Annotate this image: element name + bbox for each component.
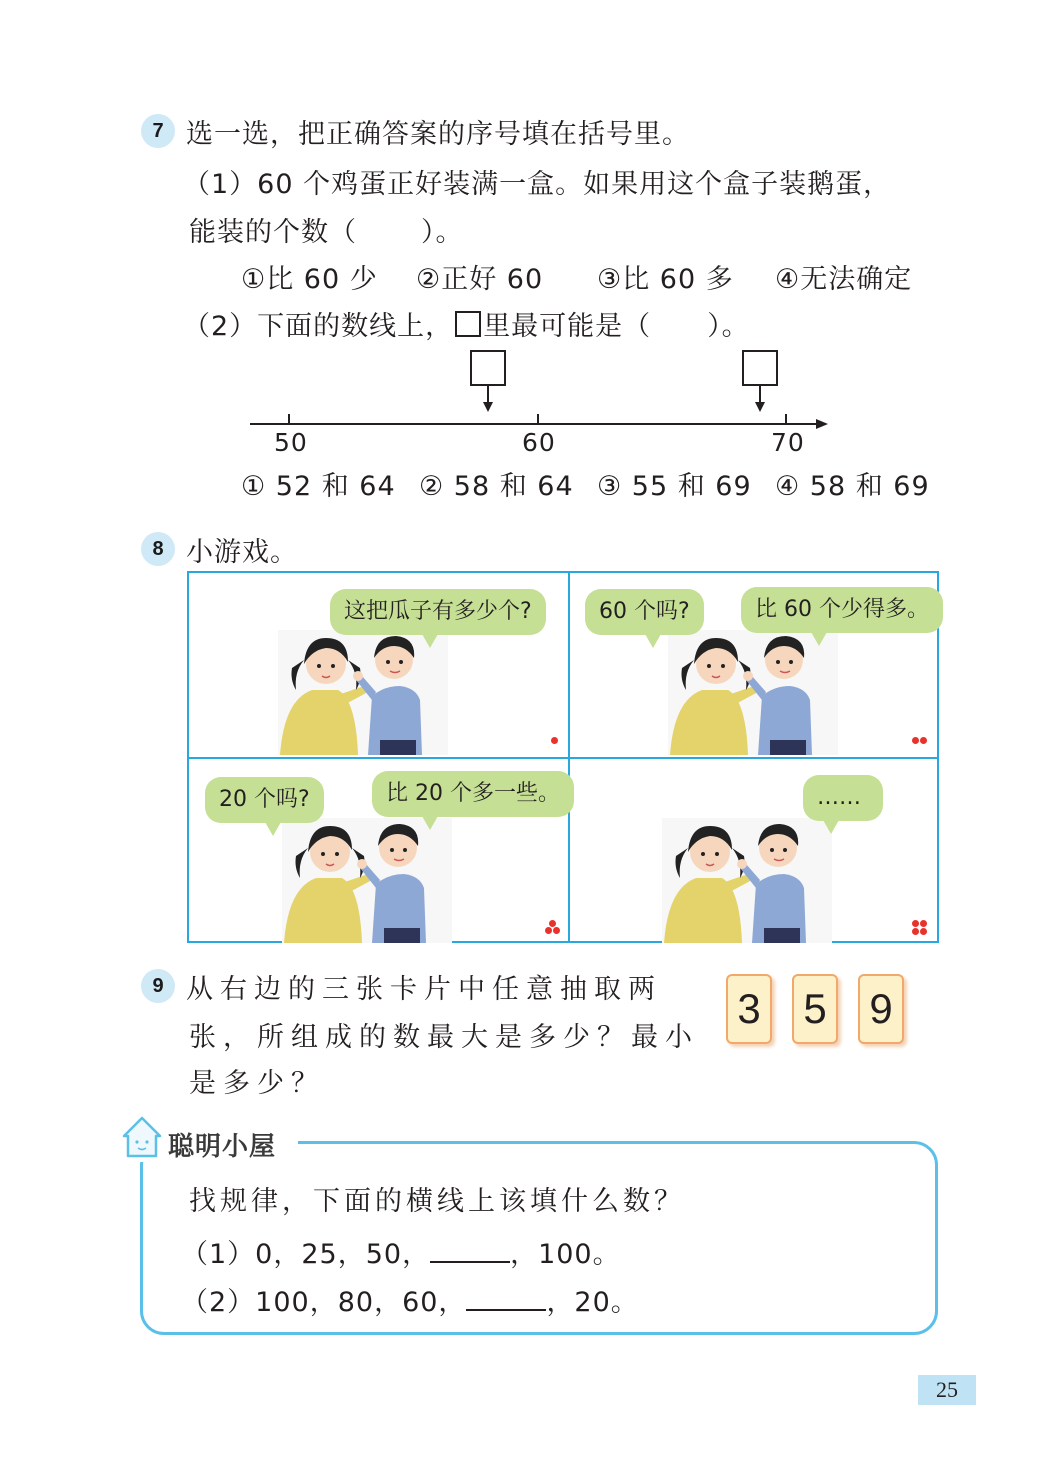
smart-house-line-1 [181, 1232, 621, 1271]
comic-panel-3-bubble-girl-text: 20 个吗? [219, 787, 310, 812]
smart-house-line-2 [181, 1280, 639, 1319]
house-icon [118, 1114, 166, 1160]
comic-panel-2-bubble-girl-text: 60 个吗? [599, 599, 690, 624]
comic-panel-2-bubble-boy-text: 比 60 个少得多。 [755, 597, 929, 622]
small-square-icon [455, 311, 481, 337]
smart-house-line-1-a: （1）0，25，50， [181, 1239, 431, 1270]
q7-part1-line1: （1）60 个鸡蛋正好装满一盒。如果用这个盒子装鹅蛋， [183, 169, 892, 200]
q7-part2-option-4: ④ 58 和 69 [775, 471, 930, 502]
number-line-label-50: 50 [274, 428, 308, 457]
number-card-9: 9 [858, 974, 904, 1044]
question-7-title: 选一选，把正确答案的序号填在括号里。 [186, 119, 690, 150]
number-card-5: 5 [792, 974, 838, 1044]
q7-part2-option-1: ① 52 和 64 [241, 471, 396, 502]
q7-part2-prompt-a: （2）下面的数线上， [183, 311, 454, 342]
comic-panel-1-bubble-text: 这把瓜子有多少个? [344, 599, 532, 624]
q9-line-1: 从右边的三张卡片中任意抽取两 [186, 974, 662, 1005]
q7-part1-option-3: ③比 60 多 [597, 264, 734, 295]
comic-panel-3-bubble-boy-text: 比 20 个多一些。 [386, 781, 560, 806]
q7-part1-option-1: ①比 60 少 [241, 264, 378, 295]
comic-panel-4-bubble-text: …… [817, 785, 861, 810]
smart-house-blank-1[interactable] [430, 1239, 510, 1263]
q7-part2-prompt [183, 304, 750, 343]
number-line-box-2[interactable] [742, 350, 778, 386]
q7-part2-prompt-b: 里最可能是（ [483, 311, 652, 342]
number-line-box-1[interactable] [470, 350, 506, 386]
comic-panel-4-bubble [803, 775, 883, 821]
smart-house-line-1-b: ，100。 [510, 1239, 621, 1270]
page-number: 25 [918, 1375, 976, 1405]
question-8-title: 小游戏。 [186, 537, 298, 568]
question-9-badge: 9 [141, 969, 175, 1003]
comic-panel-1-illustration [268, 630, 468, 755]
q7-part1-option-2: ②正好 60 [416, 264, 544, 295]
number-line-label-60: 60 [522, 428, 556, 457]
comic-panel-3-illustration [272, 818, 472, 943]
number-line-arrow-icon [816, 419, 828, 429]
q7-part1-option-4: ④无法确定 [775, 264, 913, 295]
smart-house-line-2-b: ，20。 [546, 1287, 639, 1318]
comic-panel-2-illustration [658, 630, 858, 755]
number-line-label-70: 70 [771, 428, 805, 457]
comic-panel-2-bubble-girl [585, 589, 704, 635]
comic-panel-3-bubble-boy [372, 771, 574, 817]
pointer-1-arrow-icon [483, 402, 493, 412]
pointer-2-arrow-icon [755, 402, 765, 412]
number-card-3: 3 [726, 974, 772, 1044]
q9-line-3: 是多少？ [189, 1068, 325, 1099]
q7-part2-option-3: ③ 55 和 69 [597, 471, 752, 502]
comic-divider-horizontal [189, 757, 937, 759]
comic-panel-2-bubble-boy [741, 587, 943, 633]
question-8-badge: 8 [141, 532, 175, 566]
comic-panel-1-bubble [330, 589, 546, 635]
q9-line-2: 张，所组成的数最大是多少？最小 [189, 1022, 699, 1053]
comic-panel-3-bubble-girl [205, 777, 324, 823]
smart-house-title: 聪明小屋 [168, 1132, 277, 1162]
smart-house-line-2-a: （2）100，80，60， [181, 1287, 467, 1318]
smart-house-intro: 找规律，下面的横线上该填什么数？ [189, 1186, 685, 1217]
q7-part2-prompt-end: ）。 [707, 311, 750, 342]
q7-part1-prompt-end: ）。 [421, 217, 464, 248]
q7-part2-option-2: ② 58 和 64 [419, 471, 574, 502]
q7-part1-prompt: 能装的个数（ [189, 217, 357, 248]
q7-part1-line2 [189, 210, 464, 249]
question-7-badge: 7 [141, 114, 175, 148]
smart-house-blank-2[interactable] [466, 1287, 546, 1311]
comic-panel-4-illustration [652, 818, 852, 943]
